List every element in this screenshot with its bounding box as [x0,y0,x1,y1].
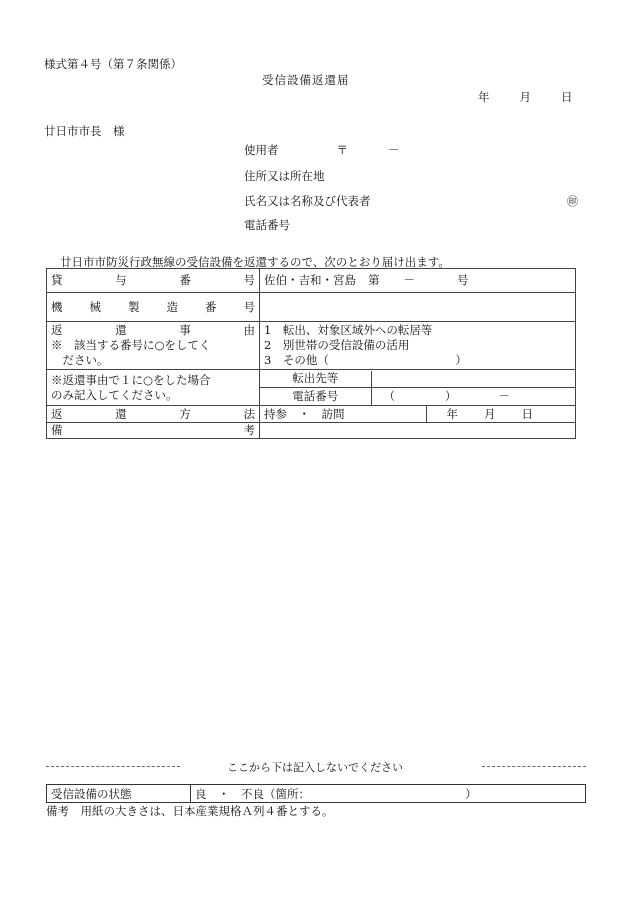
status-value: 良 ・ 不良（箇所： ） [191,785,586,803]
move-phone-field[interactable] [371,388,575,405]
remarks-field[interactable] [260,423,576,439]
serial-field[interactable] [260,293,576,322]
seal-icon: ㊞ [567,195,578,208]
method-inner-table [260,406,575,422]
reason-row [47,322,576,370]
reason-label-cell [47,322,260,370]
move-phone-label: 電話番号 [260,388,371,405]
destination-label: 転出先等 [260,371,371,388]
date-year-label: 年 [478,90,490,104]
reason-note-line-2: ださい。 [51,353,109,367]
reason-option-2[interactable]: 2 別世帯の受信設備の活用 [264,338,410,352]
loan-area-options: 佐伯・吉和・宮島 [264,273,356,287]
loan-number-row [47,269,576,293]
return-form-table [46,268,576,439]
reason-option-3[interactable]: 3 その他（ ） [264,353,467,367]
status-label: 受信設備の状態 [47,785,191,803]
method-cell [260,406,576,423]
serial-row [47,293,576,322]
phone-close-paren: ） [445,388,457,403]
move-note-line-1: ※返還事由で１に○をした場合 [51,372,211,387]
postal-mark: 〒 [336,143,348,157]
address-label: 住所又は所在地 [244,169,325,183]
date-day-label: 日 [561,90,573,104]
phone-open-paren: （ [383,388,395,403]
office-use-caption: ここから下は記入しないでください [227,761,403,774]
move-note-cell [47,370,260,406]
reason-note-line-1: ※ 該当する番号に○をしてく [51,338,211,352]
loan-number-prefix: 第 [368,273,380,287]
reason-label: 返還事由 [51,323,255,337]
loan-number-label: 貸与番号 [47,269,260,293]
method-options[interactable]: 持参 ・ 訪問 [260,406,426,422]
method-year-label: 年 [446,406,458,421]
method-date[interactable] [426,406,575,422]
reason-options[interactable] [260,322,576,370]
reason-option-1[interactable]: 1 転出、対象区域外への転居等 [264,323,433,337]
loan-number-suffix: 号 [457,273,469,287]
divider-right [482,766,586,767]
form-number: 様式第４号（第７条関係） [44,57,182,71]
remarks-label: 備考 [47,423,260,439]
move-details-cell [260,370,576,406]
postal-dash: － [388,143,400,157]
method-day-label: 日 [521,406,533,421]
move-note-line-2: のみ記入してください。 [51,387,178,402]
addressee: 廿日市市長 様 [44,124,125,138]
move-details-table [260,371,575,405]
destination-field[interactable] [371,371,575,388]
loan-number-dash: － [403,273,415,287]
phone-dash: － [498,388,510,403]
submission-date [478,89,573,105]
date-month-label: 月 [519,90,531,104]
divider-left [46,766,180,767]
method-month-label: 月 [484,406,496,421]
move-row [47,370,576,406]
name-label: 氏名又は名称及び代表者 [244,194,371,208]
method-row [47,406,576,423]
intro-text: 廿日市市防災行政無線の受信設備を返還するので、次のとおり届け出ます。 [60,255,450,269]
page-title: 受信設備返還届 [262,73,350,87]
user-label: 使用者 [244,143,279,157]
phone-label: 電話番号 [244,218,290,232]
user-row [244,142,400,158]
remarks-row [47,423,576,439]
serial-label: 機械製造番号 [47,293,260,322]
office-status-table [46,784,586,803]
method-label: 返還方法 [47,406,260,423]
loan-number-field[interactable] [260,269,576,293]
footer-note: 備考 用紙の大きさは、日本産業規格Ａ列４番とする。 [46,804,334,818]
